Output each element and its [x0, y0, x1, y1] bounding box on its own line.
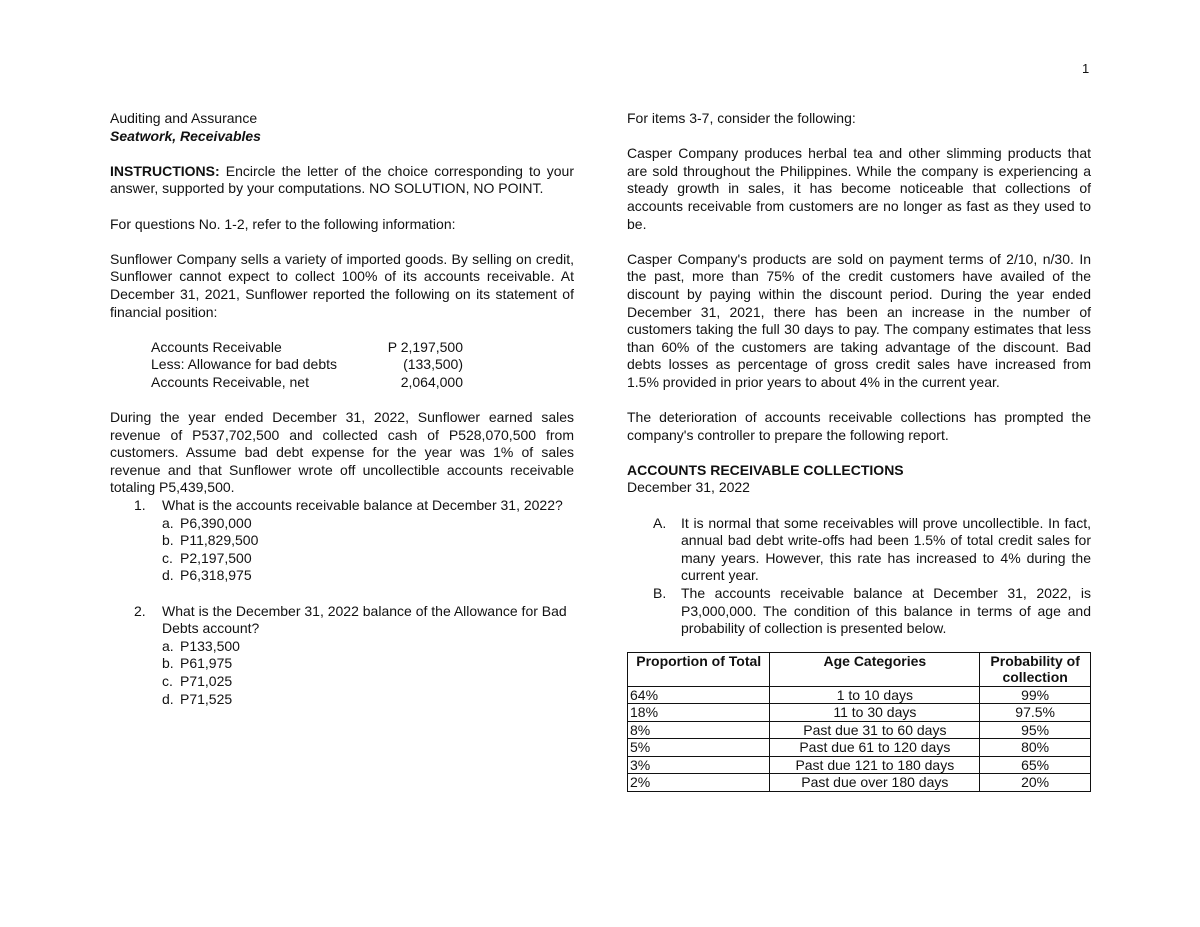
report-item-a — [627, 515, 1091, 585]
report-item-letter: A. — [653, 514, 667, 531]
choice-1b[interactable] — [162, 532, 574, 550]
header-age-categories: Age Categories — [770, 652, 980, 686]
report-date: December 31, 2022 — [627, 479, 750, 496]
question-number: 2. — [134, 602, 146, 619]
probability-cell: 99% — [980, 686, 1091, 704]
financial-row — [151, 374, 463, 392]
aging-table — [627, 652, 1091, 792]
choice-text: P6,390,000 — [180, 514, 252, 531]
question-list — [110, 497, 574, 708]
financial-row — [151, 339, 463, 357]
table-row — [628, 774, 1091, 792]
proportion-cell: 64% — [628, 686, 770, 704]
left-column — [110, 110, 574, 708]
aging-table-header-row — [628, 652, 1091, 686]
financial-position-table — [151, 339, 463, 392]
choice-letter: d. — [162, 690, 174, 707]
choice-text: P6,318,975 — [180, 567, 252, 584]
age-category-cell: 1 to 10 days — [770, 686, 980, 704]
choice-letter: b. — [162, 532, 174, 549]
instructions — [110, 163, 574, 198]
age-category-cell: Past due 61 to 120 days — [770, 739, 980, 757]
table-row — [628, 721, 1091, 739]
choice-2c[interactable] — [162, 673, 574, 691]
casper-paragraph-2: Casper Company's products are sold on payment terms of 2/10, n/30. In the past, more than 75% of the credit customers have availed of the discount by paying within the discount period. During the year ended December 31, 2021, there has been an increase in the number of customers taking the full 30 days to pay. The company estimates that less than 60% of the customers are taking advantage of the discount. Bad debts losses as percentage of gross credit sales have increased from 1.5% provided in prior years to about 4% in the current year. — [627, 250, 1091, 390]
table-row — [628, 704, 1091, 722]
items-intro: For items 3-7, consider the following: — [627, 110, 856, 126]
probability-cell: 97.5% — [980, 704, 1091, 722]
probability-cell: 80% — [980, 739, 1091, 757]
question-number: 1. — [134, 497, 146, 514]
choice-2a[interactable] — [162, 638, 574, 656]
proportion-cell: 18% — [628, 704, 770, 722]
choice-letter: d. — [162, 567, 174, 584]
choice-letter: b. — [162, 655, 174, 672]
choice-text: P71,525 — [180, 690, 233, 707]
refer-text: For questions No. 1-2, refer to the following information: — [110, 215, 456, 232]
probability-cell: 65% — [980, 756, 1091, 774]
choice-1a[interactable] — [162, 515, 574, 533]
choice-text: P133,500 — [180, 637, 240, 654]
table-row — [628, 756, 1091, 774]
question-text: What is the accounts receivable balance at December 31, 2022? — [162, 497, 563, 514]
during-paragraph: During the year ended December 31, 2022, Sunflower earned sales revenue of P537,702,500 and collected cash of P528,070,500 from customers. Assume bad debt expense for the year was 1% of sales revenue and that Sunflower wrote off uncollectible accounts receivable totaling P5,439,500. — [110, 409, 574, 496]
financial-label: Accounts Receivable, net — [151, 373, 309, 390]
choice-letter: c. — [162, 549, 173, 566]
proportion-cell: 3% — [628, 756, 770, 774]
choice-letter: c. — [162, 673, 173, 689]
header-probability: Probability of collection — [980, 652, 1091, 686]
right-column — [627, 110, 1091, 792]
age-category-cell: Past due over 180 days — [770, 774, 980, 792]
table-row — [628, 686, 1091, 704]
choice-text: P61,975 — [180, 655, 233, 672]
proportion-cell: 8% — [628, 721, 770, 739]
probability-cell: 20% — [980, 774, 1091, 792]
casper-paragraph-1: Casper Company produces herbal tea and other slimming products that are sold throughout the Philippines. While the company is experiencing a steady growth in sales, it has become noticeable that collections of accounts receivable from customers are no longer as fast as they used to be. — [627, 145, 1091, 232]
proportion-cell: 5% — [628, 739, 770, 757]
header-proportion: Proportion of Total — [628, 652, 770, 686]
page-number: 1 — [1082, 61, 1090, 76]
report-item-text: It is normal that some receivables will prove uncollectible. In fact, annual bad debt write-offs had been 1.5% of total credit sales for many years. However, this rate has increased to 4% during the current year. — [681, 514, 1091, 584]
choice-letter: a. — [162, 514, 174, 531]
choice-2d[interactable] — [162, 691, 574, 709]
choice-1d[interactable] — [162, 567, 574, 585]
financial-label: Less: Allowance for bad debts — [151, 356, 338, 373]
choice-text: P11,829,500 — [180, 532, 259, 549]
financial-amount: 2,064,000 — [400, 373, 463, 390]
instructions-text: Encircle the letter of the choice corresponding to your answer, supported by your computations. NO SOLUTION, NO POINT. — [110, 162, 574, 197]
age-category-cell: Past due 31 to 60 days — [770, 721, 980, 739]
report-title: ACCOUNTS RECEIVABLE COLLECTIONS — [627, 461, 904, 478]
table-row — [628, 739, 1091, 757]
choice-2b[interactable] — [162, 655, 574, 673]
financial-amount: (133,500) — [403, 356, 463, 373]
intro-paragraph: Sunflower Company sells a variety of imported goods. By selling on credit, Sunflower cannot expect to collect 100% of its accounts receivable. At December 31, 2021, Sunflower reported the following on its statement of financial position: — [110, 250, 574, 320]
question-2 — [110, 603, 574, 709]
report-item-text: The accounts receivable balance at December 31, 2022, is P3,000,000. The condition of this balance in terms of age and probability of collection is presented below. — [681, 585, 1091, 637]
probability-cell: 95% — [980, 721, 1091, 739]
course-title: Auditing and Assurance — [110, 110, 258, 126]
proportion-cell: 2% — [628, 774, 770, 792]
financial-row — [151, 356, 463, 374]
seatwork-subtitle: Seatwork, Receivables — [110, 127, 261, 144]
instructions-label: INSTRUCTIONS: — [110, 162, 220, 179]
report-item-b — [627, 585, 1091, 638]
choice-text: P2,197,500 — [180, 549, 252, 566]
question-text: What is the December 31, 2022 balance of the Allowance for Bad Debts account? — [162, 602, 567, 637]
financial-label: Accounts Receivable — [151, 338, 282, 355]
choice-text: P71,025 — [180, 673, 233, 689]
casper-paragraph-3: The deterioration of accounts receivable collections has prompted the company's controller to prepare the following report. — [627, 409, 1091, 443]
choice-1c[interactable] — [162, 550, 574, 568]
financial-amount: P 2,197,500 — [387, 338, 463, 355]
question-1 — [110, 497, 574, 585]
choice-letter: a. — [162, 637, 174, 654]
report-item-letter: B. — [653, 585, 667, 602]
age-category-cell: 11 to 30 days — [770, 704, 980, 722]
age-category-cell: Past due 121 to 180 days — [770, 756, 980, 774]
